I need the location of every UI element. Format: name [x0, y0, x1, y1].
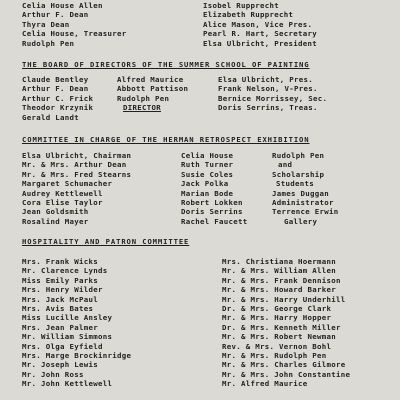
name-line: Gallery: [284, 216, 318, 226]
name-line: Mr. & Mrs. John Constantine: [222, 369, 351, 379]
name-line: Rudolph Pen: [117, 93, 170, 103]
name-line: Rudolph Pen: [22, 38, 75, 48]
name-line: Pearl R. Hart, Secretary: [203, 29, 317, 39]
name-line: Doris Serrins: [181, 207, 243, 217]
name-line: Mrs. Frank Wicks: [22, 257, 98, 266]
name-line: Margaret Schumacher: [22, 179, 113, 189]
name-line: Celia House, Treasurer: [22, 29, 127, 39]
committee-heading: COMMITTEE IN CHARGE OF THE HERMAN RETROSPECT EXHIBITION: [22, 135, 310, 144]
board-col-1: [22, 75, 93, 122]
name-line: Mr. & Mrs. Harry Hopper: [222, 313, 332, 323]
name-line: Elizabeth Rupprecht: [203, 10, 294, 20]
name-line: Elsa Ulbricht, President: [203, 38, 317, 48]
name-line: Miss Emily Parks: [22, 275, 98, 285]
board-heading: THE BOARD OF DIRECTORS OF THE SUMMER SCHOOL OF PAINTING: [22, 60, 310, 69]
name-line: Bernice Morrissey, Sec.: [218, 93, 328, 103]
committee-col-3: [272, 151, 339, 226]
top-left-names: [22, 1, 127, 48]
name-line: Mrs. Christiana Hoermann: [222, 257, 336, 266]
name-line: Elsa Ulbricht, Pres.: [218, 75, 313, 84]
name-line: Mrs. Marge Brockinridge: [22, 351, 132, 361]
name-line: Miss Lucille Ansley: [22, 313, 113, 323]
name-line: Mrs. Jean Palmer: [22, 322, 98, 332]
name-line: Isobel Rupprecht: [203, 1, 279, 10]
name-line: Ruth Turner: [181, 160, 234, 170]
name-line: Arthur F. Dean: [22, 10, 89, 20]
name-line: Claude Bentley: [22, 75, 89, 84]
name-line: Elsa Ulbricht, Chairman: [22, 151, 132, 160]
name-line: Mr. & Mrs. Fred Stearns: [22, 169, 132, 179]
name-line: Mr. Joseph Lewis: [22, 360, 98, 370]
name-line: Audrey Kettlewell: [22, 188, 103, 198]
name-line: Gerald Landt: [22, 112, 79, 122]
name-line: Arthur F. Dean: [22, 84, 89, 94]
name-line: Administrator: [272, 198, 334, 208]
name-line: James Duggan: [272, 188, 329, 198]
name-line: Mrs. Avis Bates: [22, 304, 94, 314]
name-line: Susie Coles: [181, 169, 234, 179]
name-line: Rudolph Pen: [272, 151, 325, 160]
hospitality-col-2: [222, 257, 350, 389]
name-line: Alice Mason, Vice Pres.: [203, 19, 313, 29]
committee-col-1: [22, 151, 131, 226]
name-line: Abbott Pattison: [117, 84, 189, 94]
top-right-names: [203, 1, 317, 48]
name-line: Mrs. Olga Eyfield: [22, 341, 103, 351]
name-line: Mr. & Mrs. Robert Newman: [222, 332, 336, 342]
name-line: Mr. Clarence Lynds: [22, 266, 108, 276]
name-line: Dr. & Mrs. Kenneth Miller: [222, 322, 341, 332]
name-line: Mr. & Mrs. Harry Underhill: [222, 294, 346, 304]
name-line: Terrence Erwin: [272, 207, 339, 217]
name-line: Doris Serrins, Treas.: [218, 103, 318, 113]
name-line: Jean Goldsmith: [22, 207, 89, 217]
name-line: Mr. & Mrs. Howard Barker: [222, 285, 336, 295]
name-line: Frank Nelson, V-Pres.: [218, 84, 318, 94]
name-line: Arthur C. Frick: [22, 93, 94, 103]
name-line: Mr. & Mrs. Arthur Dean: [22, 160, 127, 170]
committee-col-2: [181, 151, 248, 226]
name-line: Theodor Krzynik: [22, 103, 94, 113]
director-label: DIRECTOR: [123, 103, 161, 113]
name-line: Celia House: [181, 151, 234, 160]
name-line: Mr. John Ross: [22, 369, 84, 379]
name-line: Mr. & Mrs. Rudolph Pen: [222, 351, 327, 361]
name-line: Mr. & Mrs. Frank Dennison: [222, 275, 341, 285]
name-line: Dr. & Mrs. George Clark: [222, 304, 332, 314]
board-col-2: [117, 75, 188, 113]
name-line: Alfred Maurice: [117, 75, 184, 84]
name-line: Rachel Faucett: [181, 216, 248, 226]
name-line: Mr. & Mrs. Charles Gilmore: [222, 360, 346, 370]
name-line: Mr. & Mrs. William Allen: [222, 266, 336, 276]
name-line: Thyra Dean: [22, 19, 70, 29]
name-line: Marian Bode: [181, 188, 234, 198]
hospitality-col-1: [22, 257, 131, 389]
name-line: Mr. Alfred Maurice: [222, 379, 308, 389]
name-line: Mr. William Simmons: [22, 332, 113, 342]
board-col-3: [218, 75, 327, 113]
name-line: Mr. John Kettlewell: [22, 379, 113, 389]
hospitality-heading: HOSPITALITY AND PATRON COMMITTEE: [22, 237, 190, 246]
name-line: Jack Polka: [181, 179, 229, 189]
name-line: and: [278, 160, 293, 170]
name-line: Students: [276, 179, 314, 189]
name-line: Mrs. Jack McPaul: [22, 294, 98, 304]
name-line: Robert Lokken: [181, 198, 243, 208]
name-line: Celia House Allen: [22, 1, 103, 10]
name-line: Cora Elise Taylor: [22, 198, 103, 208]
name-line: Scholarship: [272, 169, 325, 179]
name-line: Mrs. Henry Wilder: [22, 285, 103, 295]
name-line: Rosalind Mayer: [22, 216, 89, 226]
name-line: Rev. & Mrs. Vernon Bohl: [222, 341, 332, 351]
